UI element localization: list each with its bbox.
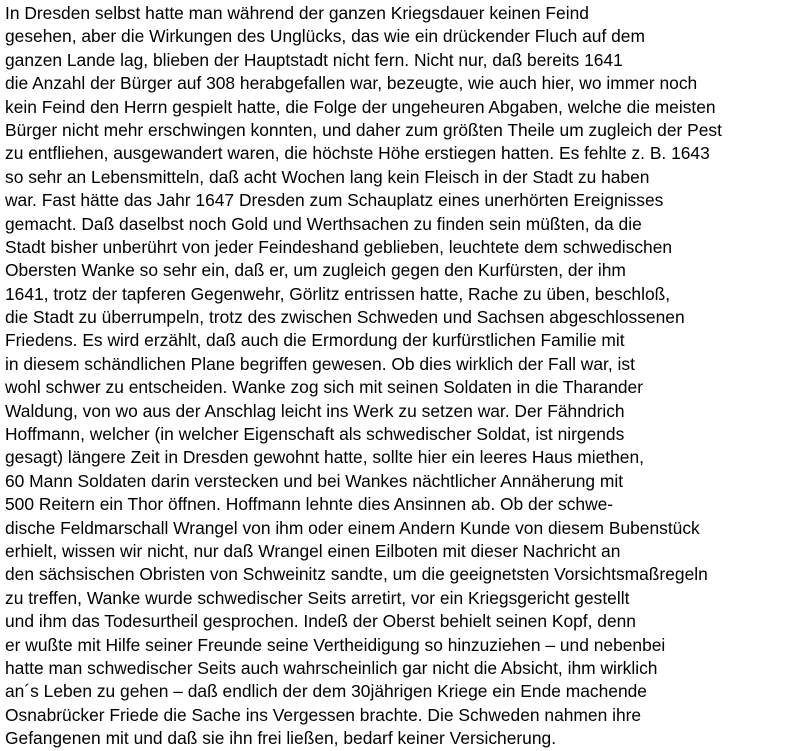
text-line: kein Feind den Herrn gespielt hatte, die Folge der ungeheuren Abgaben, welche die meisten xyxy=(5,96,716,117)
text-line: zu entfliehen, ausgewandert waren, die höchste Höhe erstiegen hatten. Es fehlte z. B. 1643 xyxy=(5,143,710,164)
text-line: Obersten Wanke so sehr ein, daß er, um zugleich gegen den Kurfürsten, der ihm xyxy=(5,260,626,281)
text-line: die Anzahl der Bürger auf 308 herabgefallen war, bezeugte, wie auch hier, wo immer noch xyxy=(5,73,698,94)
text-line: war. Fast hätte das Jahr 1647 Dresden zum Schauplatz eines unerhörten Ereignisses xyxy=(5,190,664,211)
text-line: zu treffen, Wanke wurde schwedischer Seits arretirt, vor ein Kriegsgericht gestellt xyxy=(5,587,630,608)
text-line: Osnabrücker Friede die Sache ins Vergessen brachte. Die Schweden nahmen ihre xyxy=(5,704,642,725)
text-line: dische Feldmarschall Wrangel von ihm oder einem Andern Kunde von diesem Bubenstück xyxy=(5,517,700,538)
text-line: und ihm das Todesurtheil gesprochen. Indeß der Oberst behielt seinen Kopf, denn xyxy=(5,611,636,632)
text-line: 1641, trotz der tapferen Gegenwehr, Görlitz entrissen hatte, Rache zu üben, beschloß, xyxy=(5,283,671,304)
text-line: gemacht. Daß daselbst noch Gold und Werthsachen zu finden sein müßten, da die xyxy=(5,213,642,234)
text-line: an´s Leben zu gehen – daß endlich der dem 30jährigen Kriege ein Ende machende xyxy=(5,681,647,702)
text-line: 500 Reitern ein Thor öffnen. Hoffmann lehnte dies Ansinnen ab. Ob der schwe- xyxy=(5,494,614,515)
text-line: Stadt bisher unberührt von jeder Feindeshand geblieben, leuchtete dem schwedischen xyxy=(5,236,673,257)
text-line: er wußte mit Hilfe seiner Freunde seine Vertheidigung so hinzuziehen – und nebenbei xyxy=(5,634,666,655)
text-line: erhielt, wissen wir nicht, nur daß Wrangel einen Eilboten mit dieser Nachricht an xyxy=(5,540,621,561)
text-line: in diesem schändlichen Plane begriffen gewesen. Ob dies wirklich der Fall war, ist xyxy=(5,353,635,374)
text-line: Waldung, von wo aus der Anschlag leicht ins Werk zu setzen war. Der Fähndrich xyxy=(5,400,625,421)
text-line: Friedens. Es wird erzählt, daß auch die Ermordung der kurfürstlichen Familie mit xyxy=(5,330,625,351)
text-line: die Stadt zu überrumpeln, trotz des zwischen Schweden und Sachsen abgeschlossenen xyxy=(5,307,685,328)
text-line: hatte man schwedischer Seits auch wahrscheinlich gar nicht die Absicht, ihm wirklich xyxy=(5,657,658,678)
text-line: den sächsischen Obristen von Schweinitz sandte, um die geeignetsten Vorsichtsmaßregeln xyxy=(5,564,708,585)
text-line: gesehen, aber die Wirkungen des Unglücks, das wie ein drückender Fluch auf dem xyxy=(5,26,645,47)
text-line: 60 Mann Soldaten darin verstecken und bei Wankes nächtlicher Annäherung mit xyxy=(5,470,624,491)
text-line: Gefangenen mit und daß sie ihn frei ließen, bedarf keiner Versicherung. xyxy=(5,728,557,749)
text-line: Hoffmann, welcher (in welcher Eigenschaft als schwedischer Soldat, ist nirgends xyxy=(5,424,625,445)
text-line: gesagt) längere Zeit in Dresden gewohnt hatte, sollte hier ein leeres Haus miethen, xyxy=(5,447,644,468)
text-line: so sehr an Lebensmitteln, daß acht Wochen lang kein Fleisch in der Stadt zu haben xyxy=(5,166,650,187)
text-line: Bürger nicht mehr erschwingen konnten, und daher zum größten Theile um zugleich der Pest xyxy=(5,119,722,140)
document-page xyxy=(5,2,797,751)
text-line: ganzen Lande lag, blieben der Hauptstadt nicht fern. Nicht nur, daß bereits 1641 xyxy=(5,49,623,70)
text-line: In Dresden selbst hatte man während der ganzen Kriegsdauer keinen Feind xyxy=(5,3,589,23)
text-line: wohl schwer zu entscheiden. Wanke zog sich mit seinen Soldaten in die Tharander xyxy=(5,377,644,398)
